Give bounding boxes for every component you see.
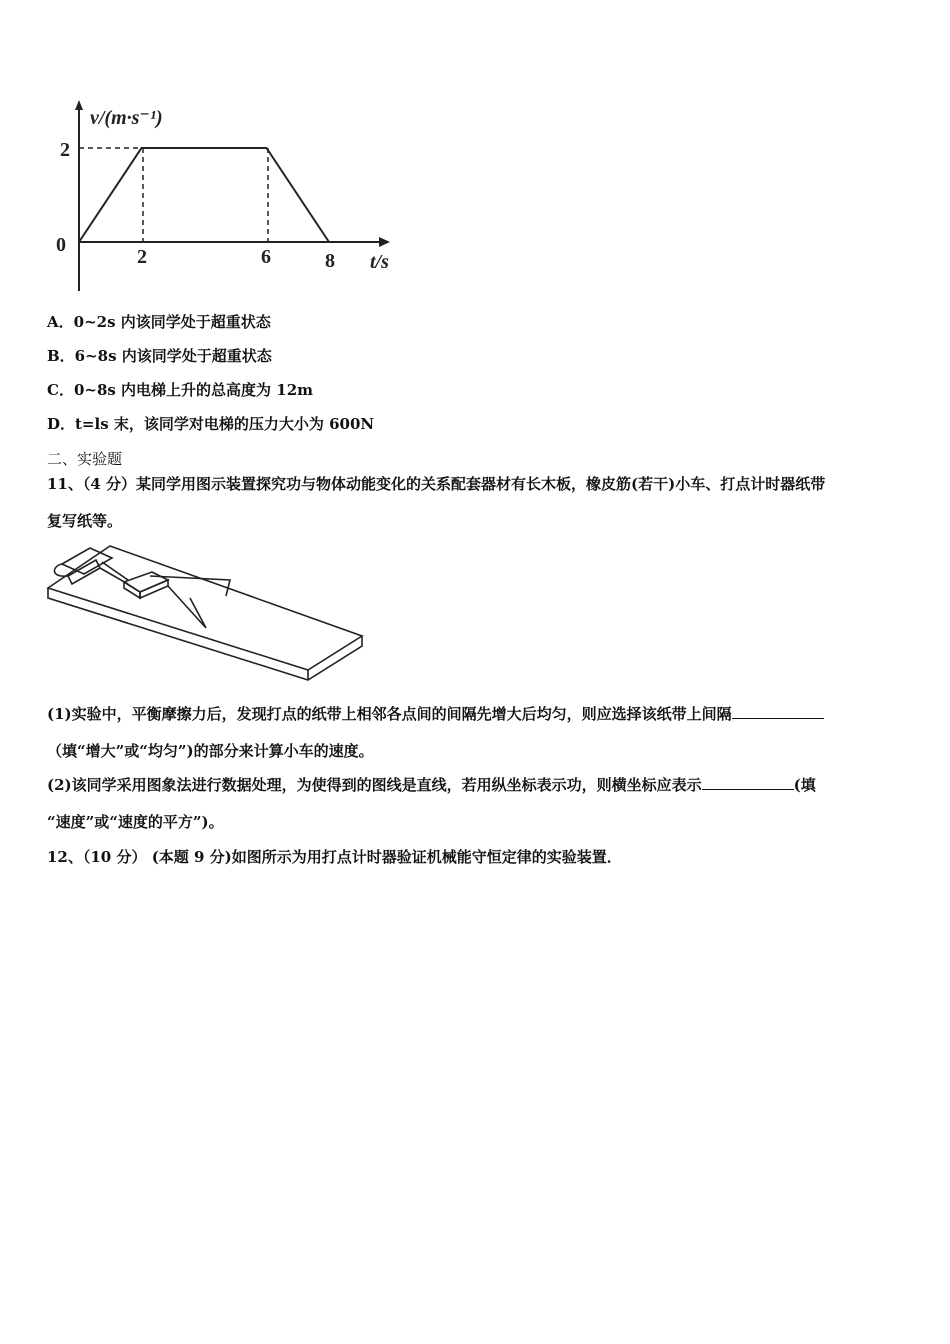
y-tick-label: 2 (60, 139, 70, 161)
section-title: 二、实验题 (47, 450, 123, 468)
origin-label: 0 (56, 234, 66, 256)
x-axis-label: t/s (370, 251, 389, 273)
y-axis-arrow (75, 100, 83, 110)
option-b: B．6~8s 内该同学处于超重状态 (47, 347, 272, 365)
answer-blank[interactable] (732, 718, 824, 719)
q11-part1-line1: (1)实验中，平衡摩擦力后，发现打点的纸带上相邻各点间的间隔先增大后均匀，则应选择该纸带上间隔 (47, 703, 824, 724)
q12-stem: 12、（10 分） (本题 9 分)如图所示为用打点计时器验证机械能守恒定律的实验装置． (47, 848, 622, 866)
x-axis-arrow (379, 237, 390, 247)
y-axis-label: v/(m·s⁻¹) (90, 107, 163, 129)
answer-blank[interactable] (702, 789, 794, 790)
q11-stem-line2: 复写纸等。 (47, 512, 123, 530)
velocity-series-line (79, 148, 329, 242)
velocity-time-graph (48, 96, 408, 296)
x-tick-label: 6 (261, 246, 271, 268)
apparatus-figure (40, 540, 375, 685)
q11-part2-line2: “速度”或“速度的平方”)。 (47, 813, 224, 831)
q11-part1-line2: （填“增大”或“均匀”)的部分来计算小车的速度。 (47, 742, 374, 760)
option-a: A．0~2s 内该同学处于超重状态 (47, 313, 271, 331)
q11-part2-line1: (2)该同学采用图象法进行数据处理，为使得到的图线是直线，若用纵坐标表示功，则横坐标应表示 (填 (47, 776, 816, 794)
q11-stem-line1: 11、（4 分）某同学用图示装置探究功与物体动能变化的关系配套器材有长木板，橡皮筋(若干)小车、打点计时器纸带 (47, 475, 826, 493)
long-board (48, 546, 362, 670)
option-d: D．t=ls 末，该同学对电梯的压力大小为 600N (47, 415, 375, 433)
x-tick-label: 2 (137, 246, 147, 268)
option-c: C．0~8s 内电梯上升的总高度为 12m (47, 381, 314, 399)
x-tick-label: 8 (325, 250, 335, 272)
